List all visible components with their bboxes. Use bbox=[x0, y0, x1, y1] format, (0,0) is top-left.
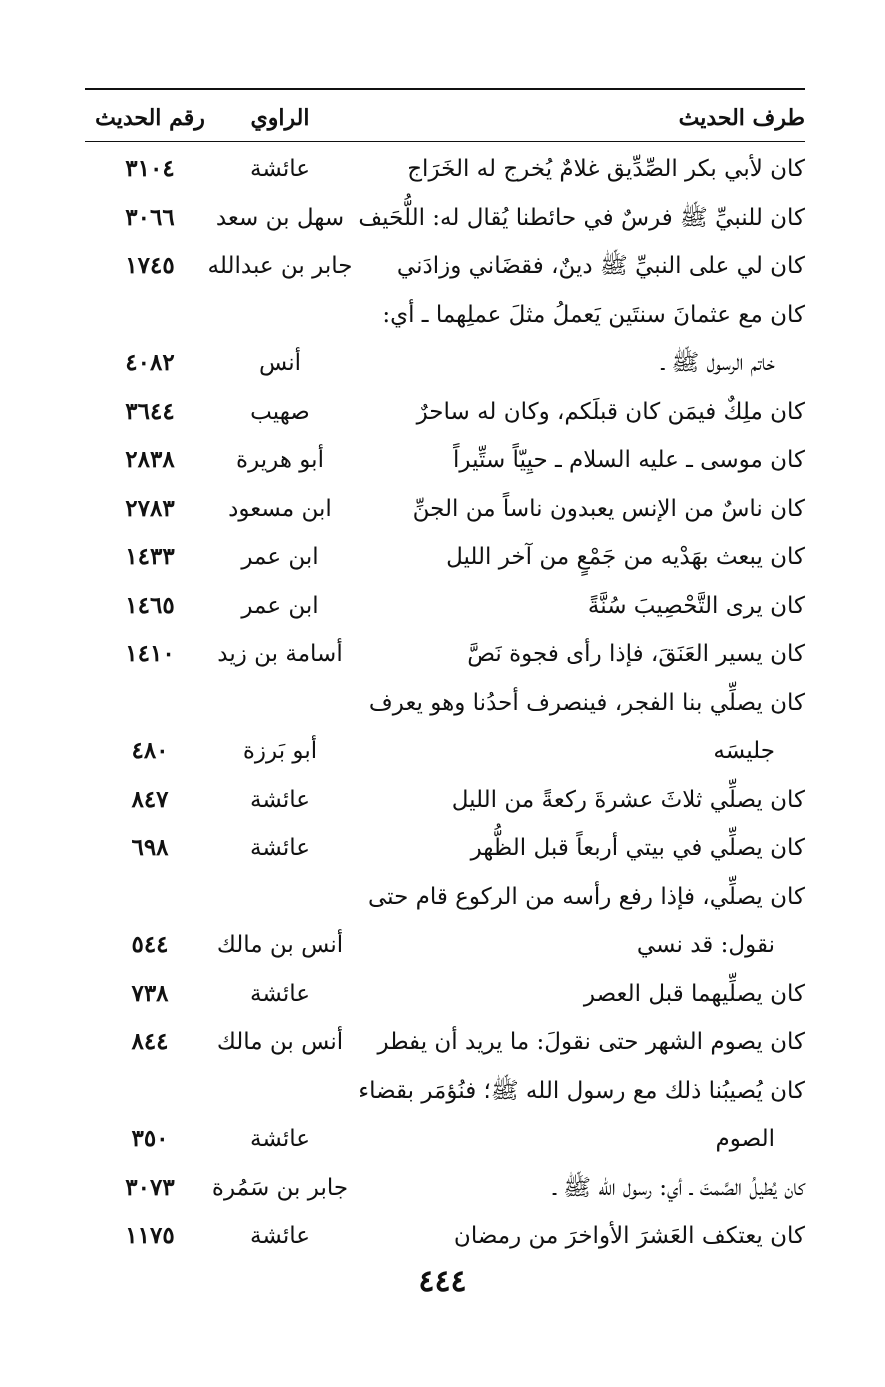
table-header bbox=[85, 94, 805, 140]
table-row bbox=[85, 388, 805, 437]
narrator: عائشة bbox=[250, 156, 310, 182]
table-row bbox=[85, 339, 805, 388]
table-row bbox=[85, 970, 805, 1019]
hadith-number: ٣١٠٤ bbox=[125, 155, 175, 182]
hadith-number: ٣٦٤٤ bbox=[125, 397, 175, 425]
table-row bbox=[85, 1212, 805, 1261]
narrator: أبو بَرزة bbox=[242, 738, 318, 764]
table-row bbox=[85, 921, 805, 970]
table-row bbox=[85, 679, 805, 728]
hadith-text: كان يصوم الشهر حتى نقولَ: ما يريد أن يفطر bbox=[377, 1029, 805, 1055]
narrator: عائشة bbox=[250, 1223, 310, 1249]
hadith-number: ٧٣٨ bbox=[131, 979, 169, 1007]
top-rule bbox=[85, 88, 805, 90]
header-hadith-text: طرف الحديث bbox=[678, 105, 805, 131]
table-row bbox=[85, 436, 805, 485]
table-row bbox=[85, 485, 805, 534]
table-row bbox=[85, 630, 805, 679]
narrator: أنس بن مالك bbox=[216, 1029, 344, 1055]
hadith-text: كان يصلِّي ثلاثَ عشرةَ ركعةً من الليل bbox=[451, 786, 805, 813]
table-row bbox=[85, 1018, 805, 1067]
hadith-number: ١١٧٥ bbox=[125, 1222, 175, 1249]
hadith-text: الصوم bbox=[715, 1126, 775, 1152]
narrator: ابن عمر bbox=[241, 544, 319, 570]
table-row bbox=[85, 1164, 805, 1213]
hadith-number: ١٤٣٣ bbox=[125, 543, 175, 570]
hadith-number: ٨٤٤ bbox=[131, 1028, 169, 1055]
hadith-number: ٣٠٦٦ bbox=[125, 203, 175, 231]
narrator: أسامة بن زيد bbox=[217, 641, 343, 667]
hadith-text: كان يبعث بهَدْيه من جَمْعٍ من آخر الليل bbox=[446, 544, 805, 570]
hadith-text: كان لأبي بكر الصِّدِّيق غلامٌ يُخرج له الخَرَاج bbox=[407, 156, 805, 182]
narrator: أنس bbox=[258, 350, 302, 376]
hadith-number: ٦٩٨ bbox=[131, 834, 169, 861]
hadith-number: ٤٠٨٢ bbox=[125, 349, 175, 376]
table-row bbox=[85, 533, 805, 582]
narrator: صهيب bbox=[250, 398, 310, 425]
hadith-number: ٥٤٤ bbox=[131, 931, 169, 958]
narrator: سهل بن سعد bbox=[215, 204, 345, 231]
hadith-text: كان ناسٌ من الإنس يعبدون ناساً من الجنِّ bbox=[412, 495, 805, 522]
hadith-text: كان يعتكف العَشرَ الأواخرَ من رمضان bbox=[453, 1223, 805, 1249]
narrator: أنس بن مالك bbox=[216, 932, 344, 958]
hadith-text: خاتم الرسول ﷺ ـ bbox=[661, 350, 775, 376]
hadith-text: كان مع عثمانَ سنتَين يَعملُ مثلَ عملِهما ـ أي: bbox=[382, 301, 805, 328]
hadith-text: كان يصلِّيهما قبل العصر bbox=[583, 980, 805, 1007]
hadith-number: ٨٤٧ bbox=[131, 785, 169, 813]
table-row bbox=[85, 291, 805, 340]
table-row bbox=[85, 1115, 805, 1164]
hadith-number: ٢٧٨٣ bbox=[125, 494, 175, 522]
narrator: عائشة bbox=[250, 786, 310, 813]
table-row bbox=[85, 727, 805, 776]
hadith-number: ١٤٦٥ bbox=[125, 591, 175, 619]
narrator: جابر بن سَمُرة bbox=[211, 1174, 349, 1201]
hadith-number: ٣٠٧٣ bbox=[125, 1173, 175, 1201]
narrator: عائشة bbox=[250, 1126, 310, 1152]
hadith-text: كان ملِكٌ فيمَن كان قبلَكم، وكان له ساحرٌ bbox=[416, 398, 805, 425]
page-number: ٤٤٤ bbox=[418, 1264, 467, 1299]
hadith-text: جليسَه bbox=[713, 738, 775, 764]
hadith-number: ١٧٤٥ bbox=[125, 252, 175, 279]
hadith-text: نقول: قد نسي bbox=[636, 932, 775, 958]
narrator: جابر بن عبدالله bbox=[207, 253, 353, 279]
hadith-text: كان يصلِّي، فإذا رفع رأسه من الركوع قام حتى bbox=[367, 883, 805, 910]
hadith-number: ٤٨٠ bbox=[131, 737, 169, 764]
hadith-text: كان يسير العَنَقَ، فإذا رأى فجوة نَصَّ bbox=[467, 641, 805, 667]
hadith-number: ٢٨٣٨ bbox=[125, 446, 175, 473]
table-row bbox=[85, 582, 805, 631]
narrator: أبو هريرة bbox=[236, 447, 324, 473]
hadith-text: كان موسى ـ عليه السلام ـ حيِيّاً ستِّيراً bbox=[453, 447, 805, 473]
hadith-text: كان يصلِّي بنا الفجر، فينصرف أحدُنا وهو يعرف bbox=[368, 689, 805, 716]
table-row bbox=[85, 824, 805, 873]
table-row bbox=[85, 194, 805, 243]
header-hadith-number: رقم الحديث bbox=[95, 105, 205, 131]
hadith-text: كان يُطيلُ الصَّمتَ ـ أي: رسول الله ﷺ ـ bbox=[553, 1174, 805, 1201]
table-row bbox=[85, 145, 805, 194]
header-narrator: الراوي bbox=[250, 105, 310, 131]
hadith-index-table bbox=[85, 145, 805, 1261]
header-rule bbox=[85, 141, 805, 142]
table-row bbox=[85, 776, 805, 825]
table-row bbox=[85, 1067, 805, 1116]
narrator: ابن مسعود bbox=[228, 495, 332, 522]
narrator: ابن عمر bbox=[241, 592, 319, 619]
hadith-text: كان لي على النبيِّ ﷺ دينٌ، فقضَاني وزادَني bbox=[396, 253, 805, 279]
hadith-number: ٣٥٠ bbox=[131, 1125, 169, 1152]
hadith-text: كان يُصيبُنا ذلك مع رسول الله ﷺ؛ فنُؤمَر بقضاء bbox=[358, 1077, 805, 1104]
table-row bbox=[85, 242, 805, 291]
hadith-text: كان يصلِّي في بيتي أربعاً قبل الظُّهر bbox=[470, 835, 805, 861]
narrator: عائشة bbox=[250, 835, 310, 861]
hadith-number: ١٤١٠ bbox=[125, 640, 175, 667]
hadith-text: كان يرى التَّحْصِيبَ سُنَّةً bbox=[587, 592, 805, 619]
hadith-text: كان للنبيِّ ﷺ فرسٌ في حائطنا يُقال له: اللُّحَيف bbox=[358, 204, 805, 231]
table-row bbox=[85, 873, 805, 922]
narrator: عائشة bbox=[250, 980, 310, 1007]
